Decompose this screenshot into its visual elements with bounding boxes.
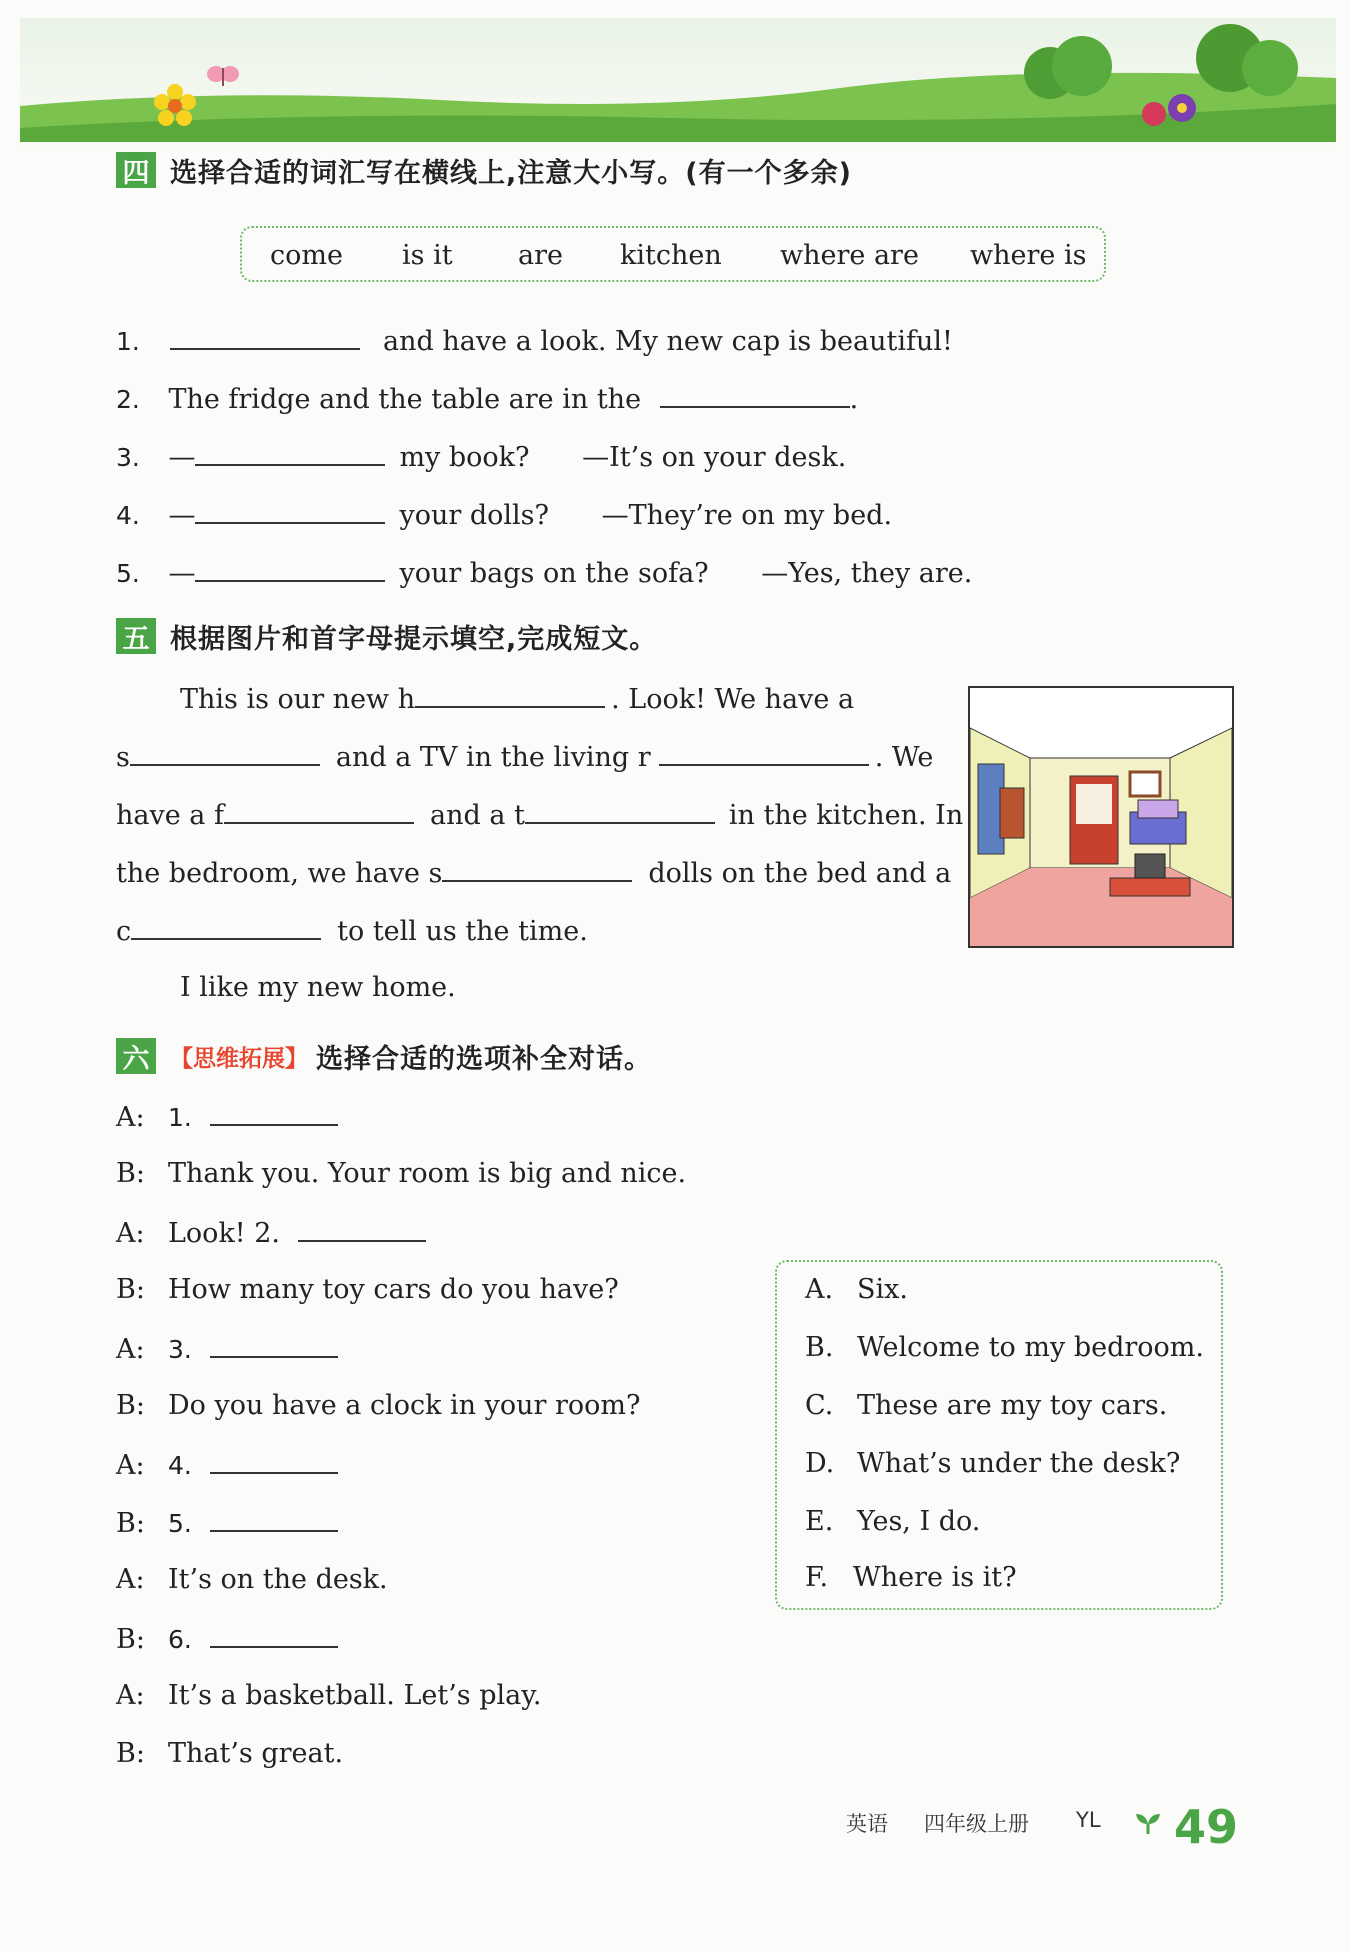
- dialogue-text: 6.: [168, 1625, 192, 1654]
- option-letter: C.: [805, 1390, 834, 1421]
- passage-text: . Look! We have a: [611, 684, 855, 715]
- passage-text: s: [116, 742, 130, 773]
- speaker-label: B:: [116, 1274, 145, 1305]
- option-letter: F.: [805, 1562, 829, 1593]
- answer-blank[interactable]: [659, 738, 869, 766]
- passage-line: [116, 912, 588, 950]
- section-four-heading: [116, 150, 852, 190]
- dialogue-line: [116, 1504, 338, 1542]
- word-option: kitchen: [620, 240, 722, 271]
- section-title: 选择合适的选项补全对话。: [316, 1043, 652, 1075]
- speaker-label: B:: [116, 1738, 145, 1769]
- dialogue-text: It’s on the desk.: [168, 1564, 388, 1595]
- word-bank: [240, 226, 1106, 282]
- footer-grade: 四年级上册: [924, 1812, 1029, 1836]
- word-option: where are: [780, 240, 919, 271]
- living-room-illustration: [968, 686, 1234, 948]
- speaker-label: A:: [116, 1564, 145, 1595]
- section-six-heading: [116, 1036, 652, 1076]
- answer-blank[interactable]: [131, 912, 321, 940]
- exercise-item: [116, 554, 972, 592]
- item-text: —: [168, 442, 196, 473]
- passage-text: the bedroom, we have s: [116, 858, 443, 889]
- option-letter: A.: [805, 1274, 834, 1305]
- item-text: .: [849, 384, 859, 415]
- exercise-item: [116, 438, 846, 476]
- speaker-label: A:: [116, 1680, 145, 1711]
- option-item: [805, 1506, 980, 1537]
- dialogue-text: It’s a basketball. Let’s play.: [168, 1680, 542, 1711]
- answer-blank[interactable]: [224, 796, 414, 824]
- dialogue-line: [116, 1678, 542, 1714]
- speaker-label: B:: [116, 1390, 145, 1421]
- speaker-label: A:: [116, 1450, 145, 1481]
- dialogue-text: Do you have a clock in your room?: [168, 1390, 641, 1421]
- answer-blank[interactable]: [195, 438, 385, 466]
- option-item: [805, 1562, 1017, 1593]
- dialogue-text: 1.: [168, 1103, 192, 1132]
- dialogue-line: [116, 1620, 338, 1658]
- passage-line: [116, 796, 963, 834]
- option-letter: D.: [805, 1448, 835, 1479]
- speaker-label: B:: [116, 1158, 145, 1189]
- answer-blank[interactable]: [170, 322, 360, 350]
- passage-line: [116, 738, 933, 776]
- answer-blank[interactable]: [195, 554, 385, 582]
- answer-blank[interactable]: [195, 496, 385, 524]
- dialogue-text: That’s great.: [168, 1738, 344, 1769]
- passage-text: dolls on the bed and a: [648, 858, 952, 889]
- answer-blank[interactable]: [210, 1098, 338, 1126]
- dialogue-line: [116, 1562, 388, 1598]
- section-badge: 四: [116, 152, 156, 188]
- option-letter: B.: [805, 1332, 834, 1363]
- item-text: and have a look. My new cap is beautiful!: [383, 326, 953, 357]
- dialogue-line: [116, 1156, 686, 1192]
- item-text: your bags on the sofa?: [399, 558, 709, 589]
- passage-text: This is our new h: [180, 684, 416, 715]
- answer-blank[interactable]: [210, 1504, 338, 1532]
- dialogue-line: [116, 1446, 338, 1484]
- answer-blank[interactable]: [210, 1446, 338, 1474]
- exercise-item: [116, 380, 858, 418]
- answer-blank[interactable]: [210, 1330, 338, 1358]
- word-option: where is: [970, 240, 1087, 271]
- option-text: What’s under the desk?: [857, 1448, 1181, 1479]
- word-option: is it: [402, 240, 453, 271]
- section-title: 选择合适的词汇写在横线上,注意大小写。(有一个多余): [170, 157, 852, 189]
- option-item: [805, 1274, 908, 1305]
- item-text: The fridge and the table are in the: [168, 384, 642, 415]
- item-text: —: [168, 558, 196, 589]
- option-item: [805, 1332, 1204, 1363]
- dialogue-line: [116, 1272, 619, 1308]
- dialogue-text: Thank you. Your room is big and nice.: [168, 1158, 687, 1189]
- passage-line: [180, 680, 854, 718]
- footer-edition: YL: [1076, 1808, 1101, 1832]
- passage-text: have a f: [116, 800, 224, 831]
- flower-icon: [150, 82, 200, 132]
- butterfly-icon: [206, 64, 240, 90]
- exercise-item: [116, 322, 953, 360]
- section-title: 根据图片和首字母提示填空,完成短文。: [170, 623, 658, 655]
- item-number: 4.: [116, 501, 140, 530]
- dialogue-text: 3.: [168, 1335, 192, 1364]
- section-tag: 【思维拓展】: [170, 1045, 308, 1072]
- flowers-icon: [1134, 88, 1214, 132]
- passage-text: I like my new home.: [180, 972, 456, 1003]
- dialogue-text: How many toy cars do you have?: [168, 1274, 619, 1305]
- item-number: 2.: [116, 385, 140, 414]
- dialogue-line: [116, 1214, 426, 1252]
- section-badge: 五: [116, 618, 156, 654]
- page-number: 49: [1174, 1800, 1239, 1854]
- item-text: your dolls?: [399, 500, 549, 531]
- speaker-label: B:: [116, 1624, 145, 1655]
- dialogue-line: [116, 1736, 343, 1772]
- item-number: 3.: [116, 443, 140, 472]
- speaker-label: A:: [116, 1218, 145, 1249]
- option-item: [805, 1390, 1167, 1421]
- dialogue-text: 4.: [168, 1451, 192, 1480]
- answer-blank[interactable]: [525, 796, 715, 824]
- sprout-icon: [1134, 1812, 1162, 1836]
- item-number: 1.: [116, 327, 140, 356]
- speaker-label: A:: [116, 1102, 145, 1133]
- passage-text: . We: [874, 742, 934, 773]
- option-text: These are my toy cars.: [857, 1390, 1168, 1421]
- answer-blank[interactable]: [298, 1214, 426, 1242]
- dialogue-line: [116, 1098, 338, 1136]
- section-five-heading: [116, 616, 657, 656]
- dialogue-line: [116, 1388, 641, 1424]
- answer-blank[interactable]: [210, 1620, 338, 1648]
- option-letter: E.: [805, 1506, 834, 1537]
- word-option: are: [518, 240, 563, 271]
- passage-text: to tell us the time.: [337, 916, 588, 947]
- option-item: [805, 1448, 1180, 1479]
- answer-text: —They’re on my bed.: [601, 500, 893, 531]
- option-text: Where is it?: [853, 1562, 1017, 1593]
- word-option: come: [270, 240, 343, 271]
- dialogue-text: Look! 2.: [168, 1218, 280, 1249]
- section-badge: 六: [116, 1038, 156, 1074]
- passage-text: c: [116, 916, 132, 947]
- option-text: Welcome to my bedroom.: [857, 1332, 1204, 1363]
- options-box: [775, 1260, 1223, 1610]
- exercise-item: [116, 496, 892, 534]
- item-text: —: [168, 500, 196, 531]
- speaker-label: B:: [116, 1508, 145, 1539]
- item-number: 5.: [116, 559, 140, 588]
- dialogue-text: 5.: [168, 1509, 192, 1538]
- answer-blank[interactable]: [442, 854, 632, 882]
- passage-line: [180, 970, 456, 1006]
- footer-subject: 英语: [846, 1812, 888, 1836]
- option-text: Yes, I do.: [857, 1506, 981, 1537]
- passage-text: and a TV in the living r: [335, 742, 651, 773]
- answer-blank[interactable]: [660, 380, 850, 408]
- answer-text: —Yes, they are.: [761, 558, 973, 589]
- dialogue-line: [116, 1330, 338, 1368]
- option-text: Six.: [857, 1274, 908, 1305]
- answer-blank[interactable]: [415, 680, 605, 708]
- item-text: my book?: [399, 442, 530, 473]
- answer-text: —It’s on your desk.: [582, 442, 847, 473]
- answer-blank[interactable]: [130, 738, 320, 766]
- passage-line: [116, 854, 951, 892]
- passage-text: in the kitchen. In: [728, 800, 964, 831]
- speaker-label: A:: [116, 1334, 145, 1365]
- passage-text: and a t: [429, 800, 525, 831]
